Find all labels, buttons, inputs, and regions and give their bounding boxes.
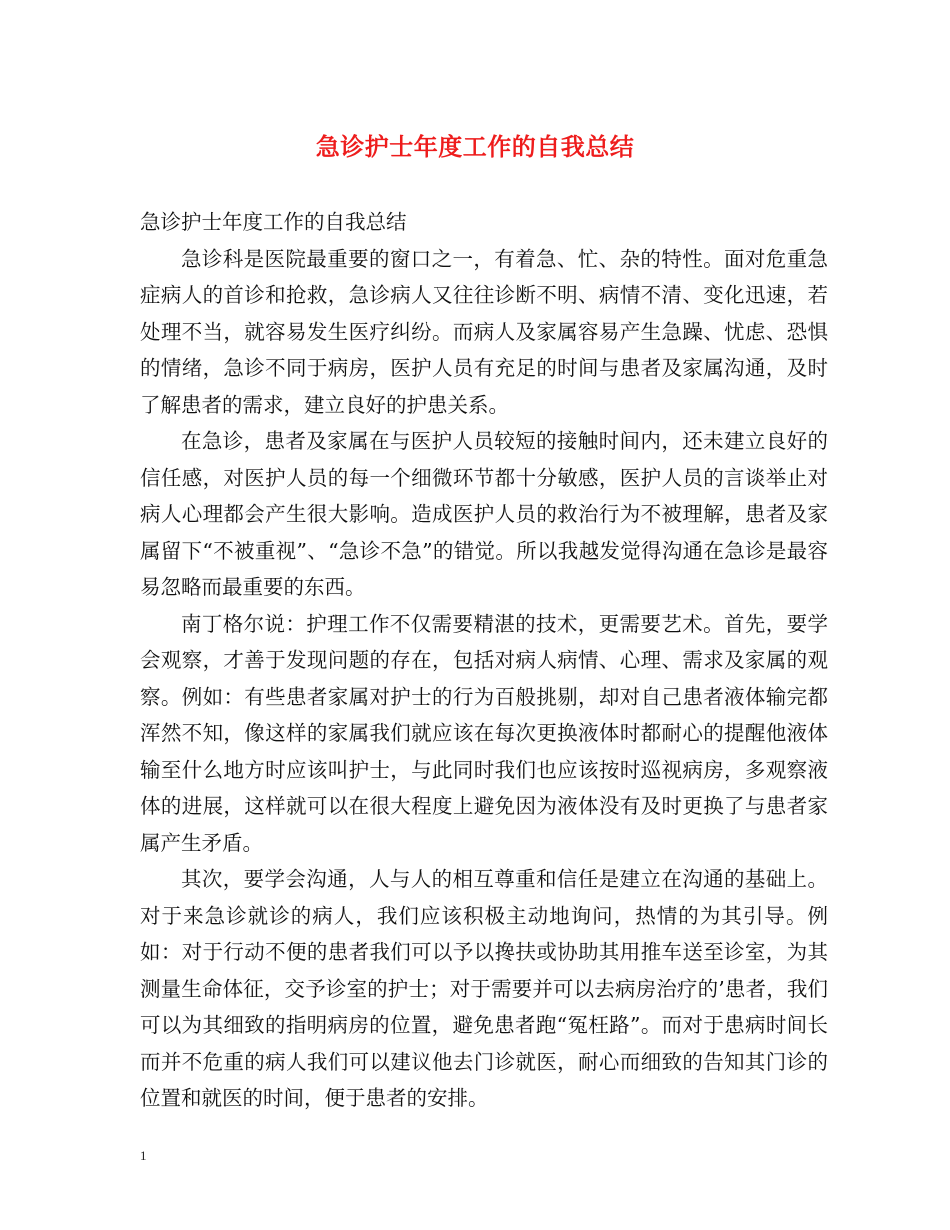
paragraph-1: 急诊科是医院最重要的窗口之一，有着急、忙、杂的特性。面对危重急症病人的首诊和抢救，急诊病人又往往诊断不明、病情不清、变化迅速，若处理不当，就容易发生医疗纠纷。而病人及家属容易产生急躁、忧虑、恐惧的情绪，急诊不同于病房，医护人员有充足的时间与患者及家属沟通，及时了解患者的需求，建立良好的护患关系。 (140, 246, 828, 417)
paragraph-3: 南丁格尔说：护理工作不仅需要精湛的技术，更需要艺术。首先，要学会观察，才善于发现问题的存在，包括对病人病情、心理、需求及家属的观察。例如：有些患者家属对护士的行为百般挑剔，却对自己患者液体输完都浑然不知，像这样的家属我们就应该在每次更换液体时都耐心的提醒他液体输至什么地方时应该叫护士，与此同时我们也应该按时巡视病房，多观察液体的进展，这样就可以在很大程度上避免因为液体没有及时更换了与患者家属产生矛盾。 (140, 611, 828, 855)
document-body (140, 204, 828, 1117)
paragraph-4: 其次，要学会沟通，人与人的相互尊重和信任是建立在沟通的基础上。对于来急诊就诊的病人，我们应该积极主动地询问，热情的为其引导。例如：对于行动不便的患者我们可以予以搀扶或协助其用推车送至诊室，为其测量生命体征，交予诊室的护士；对于需要并可以去病房治疗的’患者，我们可以为其细致的指明病房的位置，避免患者跑“冤枉路”。而对于患病时间长而并不危重的病人我们可以建议他去门诊就医，耐心而细致的告知其门诊的位置和就医的时间，便于患者的安排。 (140, 867, 828, 1110)
paragraph-2: 在急诊，患者及家属在与医护人员较短的接触时间内，还未建立良好的信任感，对医护人员的每一个细微环节都十分敏感，医护人员的言谈举止对病人心理都会产生很大影响。造成医护人员的救治行为不被理解，患者及家属留下“不被重视”、“急诊不急”的错觉。所以我越发觉得沟通在急诊是最容易忽略而最重要的东西。 (140, 429, 828, 599)
document-subtitle: 急诊护士年度工作的自我总结 (140, 210, 407, 234)
document-title: 急诊护士年度工作的自我总结 (315, 132, 635, 161)
page-number: 1 (140, 1148, 147, 1163)
